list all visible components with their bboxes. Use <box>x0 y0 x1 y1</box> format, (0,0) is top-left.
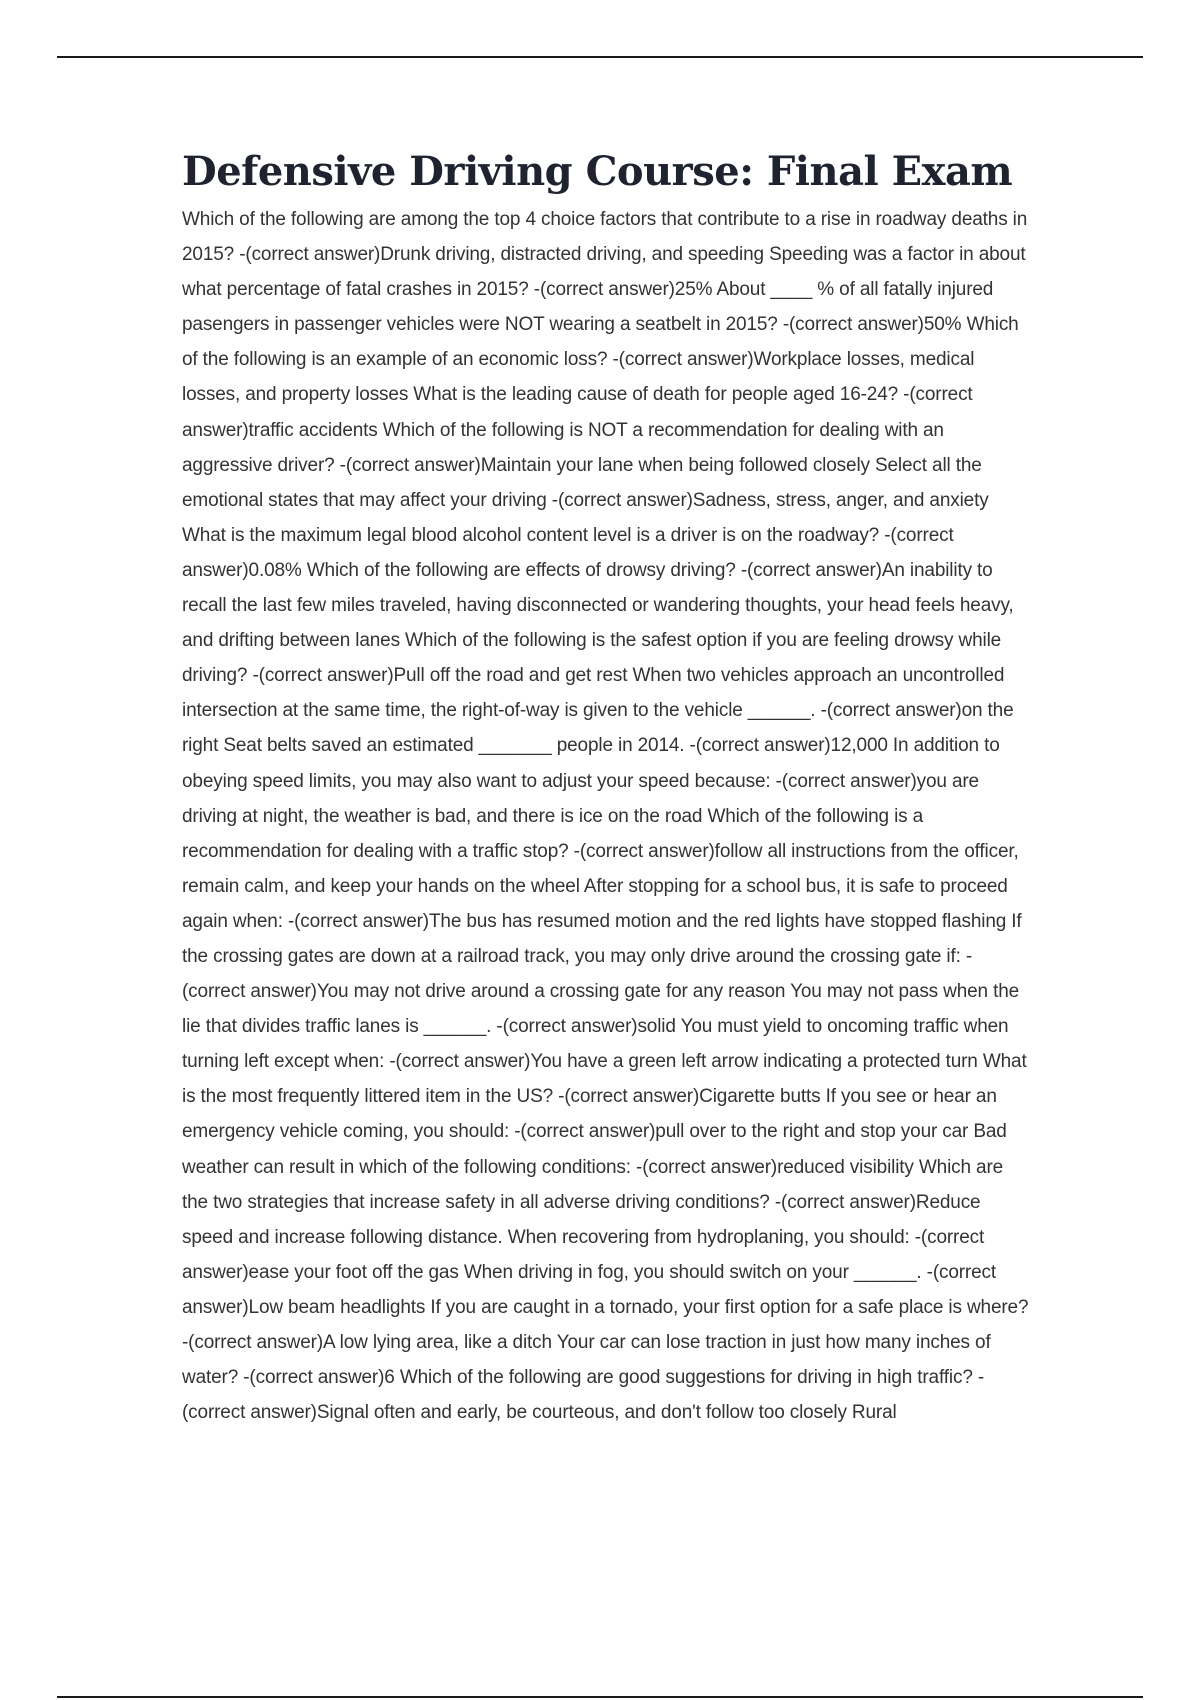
footer-rule <box>57 1696 1143 1698</box>
document-title: Defensive Driving Course: Final Exam <box>182 148 1013 195</box>
document-body: Which of the following are among the top 4 choice factors that contribute to a rise in roadway deaths in 2015? -(correct answer)Drunk driving, distracted driving, and speeding Speeding was a factor in about what percentage of fatal crashes in 2015? -(correct answer)25% About ____ % of all fatally injured pasengers in passenger vehicles were NOT wearing a seatbelt in 2015? -(correct answer)50% Which of the following is an example of an economic loss? -(correct answer)Workplace losses, medical losses, and property losses What is the leading cause of death for people aged 16-24? -(correct answer)traffic accidents Which of the following is NOT a recommendation for dealing with an aggressive driver? -(correct answer)Maintain your lane when being followed closely Select all the emotional states that may affect your driving -(correct answer)Sadness, stress, anger, and anxiety What is the maximum legal blood alcohol content level is a driver is on the roadway? -(correct answer)0.08% Which of the following are effects of drowsy driving? -(correct answer)An inability to recall the last few miles traveled, having disconnected or wandering thoughts, your head feels heavy, and drifting between lanes Which of the following is the safest option if you are feeling drowsy while driving? -(correct answer)Pull off the road and get rest When two vehicles approach an uncontrolled intersection at the same time, the right-of-way is given to the vehicle ______. -(correct answer)on the right Seat belts saved an estimated _______ people in 2014. -(correct answer)12,000 In addition to obeying speed limits, you may also want to adjust your speed because: -(correct answer)you are driving at night, the weather is bad, and there is ice on the road Which of the following is a recommendation for dealing with a traffic stop? -(correct answer)follow all instructions from the officer, remain calm, and keep your hands on the wheel After stopping for a school bus, it is safe to proceed again when: -(correct answer)The bus has resumed motion and the red lights have stopped flashing If the crossing gates are down at a railroad track, you may only drive around the crossing gate if: -(correct answer)You may not drive around a crossing gate for any reason You may not pass when the lie that divides traffic lanes is ______. -(correct answer)solid You must yield to oncoming traffic when turning left except when: -(correct answer)You have a green left arrow indicating a protected turn What is the most frequently littered item in the US? -(correct answer)Cigarette butts If you see or hear an emergency vehicle coming, you should: -(correct answer)pull over to the right and stop your car Bad weather can result in which of the following conditions: -(correct answer)reduced visibility Which are the two strategies that increase safety in all adverse driving conditions? -(correct answer)Reduce speed and increase following distance. When recovering from hydroplaning, you should: -(correct answer)ease your foot off the gas When driving in fog, you should switch on your ______. -(correct answer)Low beam headlights If you are caught in a tornado, your first option for a safe place is where? -(correct answer)A low lying area, like a ditch Your car can lose traction in just how many inches of water? -(correct answer)6 Which of the following are good suggestions for driving in high traffic? -(correct answer)Signal often and early, be courteous, and don't follow too closely Rural <box>182 209 1029 1424</box>
header-rule <box>57 56 1143 58</box>
document-page <box>182 148 1032 1430</box>
